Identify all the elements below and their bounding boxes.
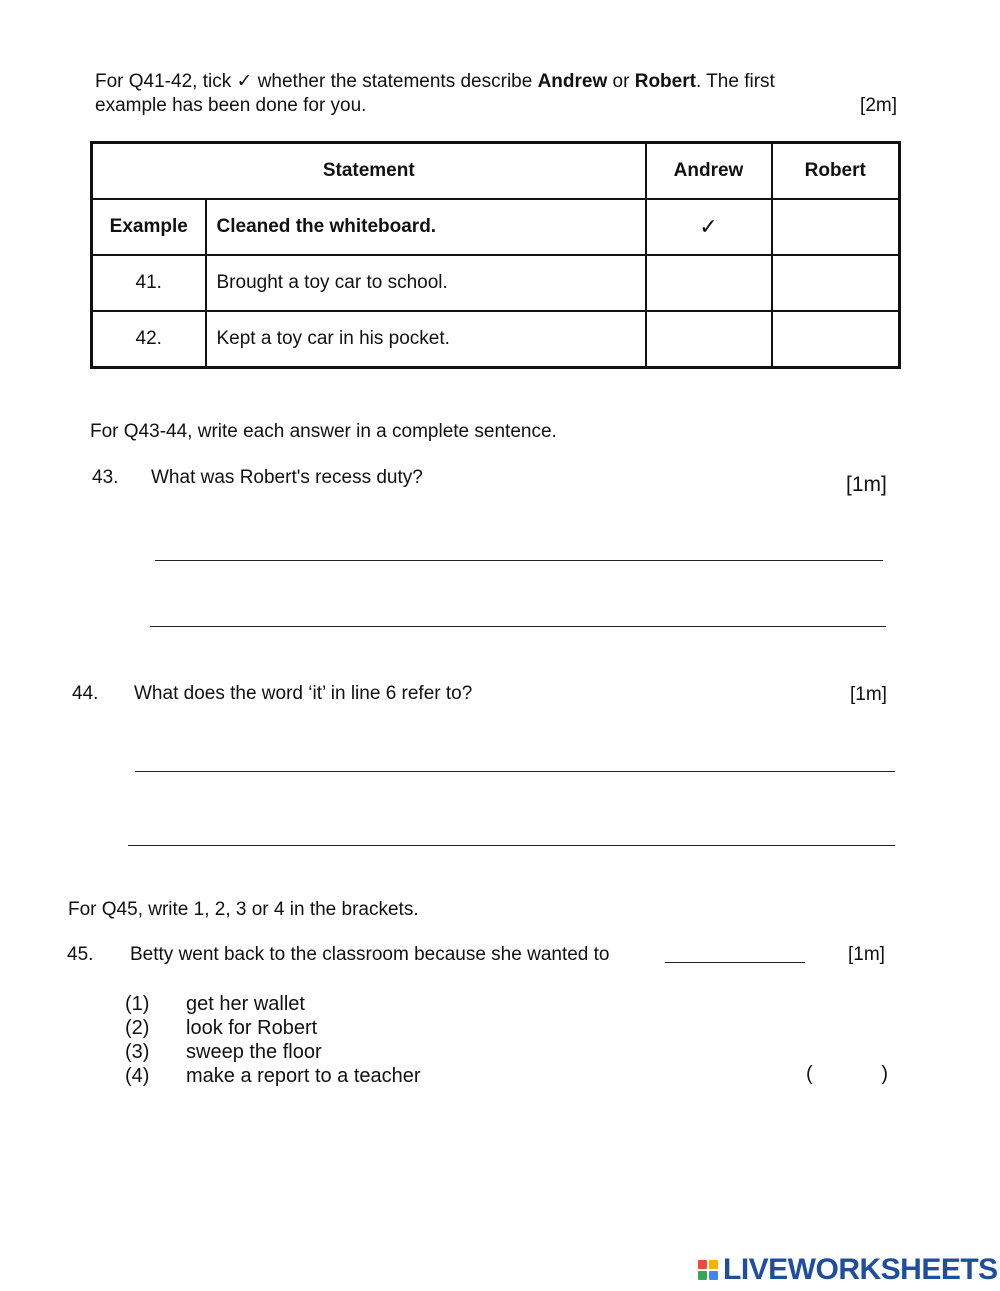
- table-row: [92, 199, 900, 255]
- option-text: get her wallet: [186, 993, 305, 1015]
- robert-tick-cell[interactable]: [772, 255, 900, 311]
- q43-44-instruction: For Q43-44, write each answer in a complete sentence.: [90, 421, 557, 442]
- option-number: (1): [125, 993, 150, 1015]
- row-number: 42.: [92, 311, 206, 368]
- table-row: [92, 255, 900, 311]
- table-row: [92, 311, 900, 368]
- option-number: (4): [125, 1065, 150, 1087]
- robert-tick-cell: [772, 199, 900, 255]
- logo-blocks-icon: [698, 1260, 718, 1280]
- q41-42-instruction: For Q41-42, tick ✓ whether the statements describe Andrew or Robert. The first: [95, 71, 775, 92]
- option-number: (3): [125, 1041, 150, 1063]
- q41-42-marks: [2m]: [860, 95, 897, 116]
- q43-marks: [1m]: [846, 473, 887, 496]
- liveworksheets-logo: [698, 1253, 998, 1287]
- header-andrew: Andrew: [646, 143, 772, 200]
- q45-instruction: For Q45, write 1, 2, 3 or 4 in the brackets.: [68, 899, 419, 920]
- q45-answer-brackets[interactable]: ( ): [806, 1063, 888, 1085]
- option-text: sweep the floor: [186, 1041, 322, 1063]
- andrew-tick-cell[interactable]: [646, 255, 772, 311]
- q44-answer-line-1[interactable]: [135, 771, 895, 772]
- andrew-tick-cell: ✓: [646, 199, 772, 255]
- row-statement: Brought a toy car to school.: [206, 255, 646, 311]
- statement-table: [90, 141, 901, 369]
- row-number: Example: [92, 199, 206, 255]
- q41-42-instruction-line2: example has been done for you. [2m]: [95, 95, 897, 116]
- q43-question: What was Robert's recess duty?: [151, 467, 423, 488]
- q44-question: What does the word ‘it’ in line 6 refer to?: [134, 683, 473, 704]
- q43-answer-line-1[interactable]: [155, 560, 883, 561]
- option-text: make a report to a teacher: [186, 1065, 421, 1087]
- q45-blank: [665, 962, 805, 963]
- option-number: (2): [125, 1017, 150, 1039]
- row-statement: Cleaned the whiteboard.: [206, 199, 646, 255]
- q45-number: 45.: [67, 944, 94, 965]
- logo-text: LIVEWORKSHEETS: [723, 1253, 998, 1286]
- row-statement: Kept a toy car in his pocket.: [206, 311, 646, 368]
- option-text: look for Robert: [186, 1017, 318, 1039]
- table-header-row: [92, 143, 900, 200]
- q45-question: Betty went back to the classroom because she wanted to: [130, 944, 610, 965]
- robert-tick-cell[interactable]: [772, 311, 900, 368]
- q44-answer-line-2[interactable]: [128, 845, 895, 846]
- tick-icon: ✓: [236, 71, 253, 92]
- q43-answer-line-2[interactable]: [150, 626, 886, 627]
- header-robert: Robert: [772, 143, 900, 200]
- q45-marks: [1m]: [848, 944, 885, 965]
- row-number: 41.: [92, 255, 206, 311]
- q43-number: 43.: [92, 467, 119, 488]
- q44-number: 44.: [72, 683, 99, 704]
- header-statement: Statement: [92, 143, 646, 200]
- q44-marks: [1m]: [850, 684, 887, 705]
- andrew-tick-cell[interactable]: [646, 311, 772, 368]
